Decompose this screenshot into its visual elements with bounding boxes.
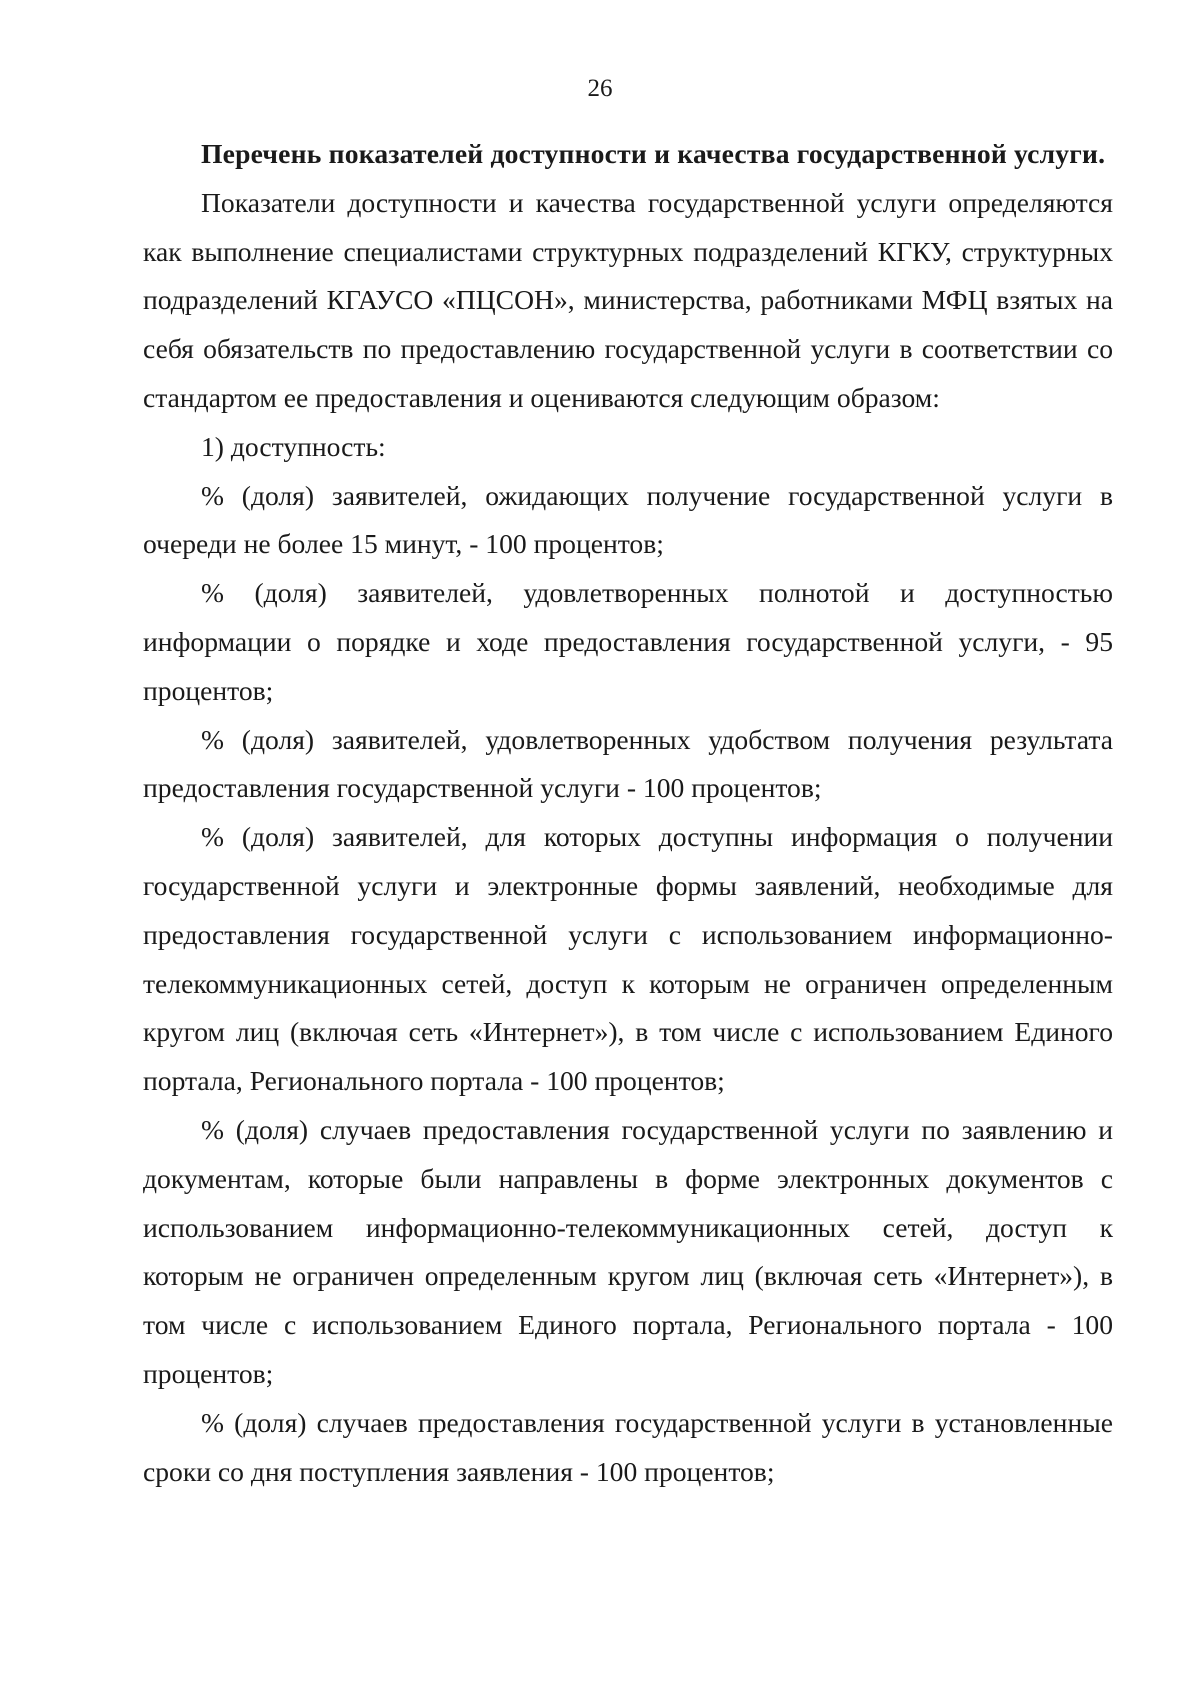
paragraph-intro: Показатели доступности и качества государственной услуги определяются как выполнение специалистами структурных подразделений КГКУ, структурных подразделений КГАУСО «ПЦСОН», министерства, работниками МФЦ взятых на себя обязательств по предоставлению государственной услуги в соответствии со стандартом ее предоставления и оцениваются следующим образом: <box>143 186 1113 413</box>
paragraph-result-convenience: % (доля) заявителей, удовлетворенных удобством получения результата предоставления государственной услуги - 100 процентов; <box>143 723 1113 804</box>
document-body <box>143 130 1113 1496</box>
paragraph-info-satisfaction: % (доля) заявителей, удовлетворенных полнотой и доступностью информации о порядке и ходе предоставления государственной услуги, - 95 процентов; <box>143 577 1113 706</box>
paragraph-electronic-documents: % (доля) случаев предоставления государственной услуги по заявлению и документам, которые были направлены в форме электронных документов с использованием информационно-телекоммуникационных сетей, доступ к которым не ограничен определенным кругом лиц (включая сеть «Интернет»), в том числе с использованием Единого портала, Регионального портала - 100 процентов; <box>143 1113 1113 1389</box>
section-heading: Перечень показателей доступности и качества государственной услуги. <box>201 138 1106 169</box>
page-number: 26 <box>587 75 613 102</box>
paragraph-queue-wait: % (доля) заявителей, ожидающих получение государственной услуги в очереди не более 15 минут, - 100 процентов; <box>143 479 1113 560</box>
paragraph-availability-title: 1) доступность: <box>201 430 386 462</box>
paragraph-electronic-forms: % (доля) заявителей, для которых доступны информация о получении государственной услуги и электронные формы заявлений, необходимые для предоставления государственной услуги с использованием информационно-телекоммуникационных сетей, доступ к которым не ограничен определенным кругом лиц (включая сеть «Интернет»), в том числе с использованием Единого портала, Регионального портала - 100 процентов; <box>143 821 1113 1097</box>
paragraph-deadlines: % (доля) случаев предоставления государственной услуги в установленные сроки со дня поступления заявления - 100 процентов; <box>143 1406 1113 1487</box>
